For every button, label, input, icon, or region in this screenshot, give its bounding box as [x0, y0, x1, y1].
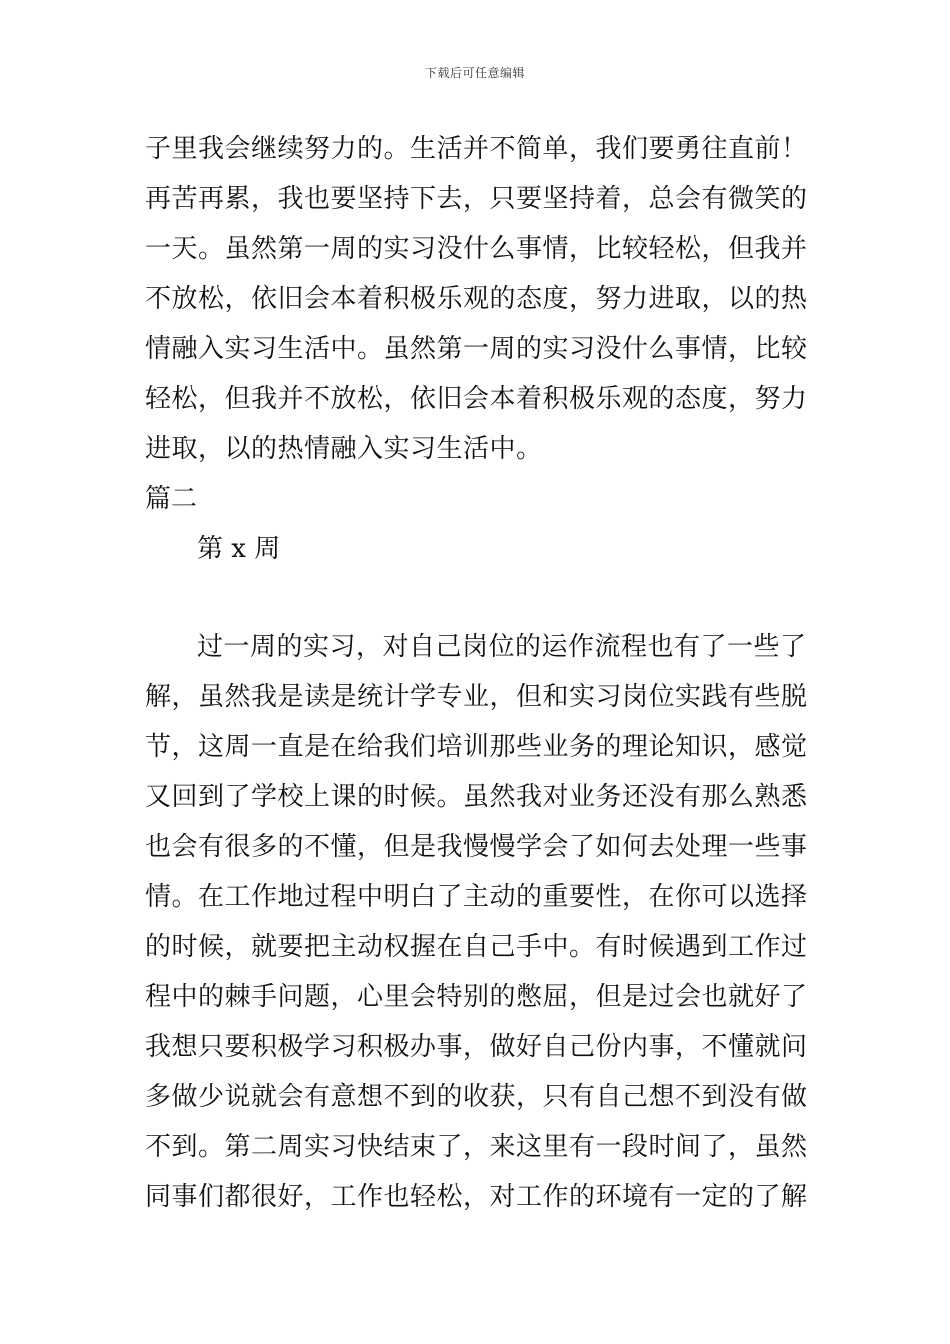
paragraph-line: 再苦再累，我也要坚持下去，只要坚持着，总会有微笑的 [145, 184, 808, 214]
page-header: 下载后可任意编辑 [424, 66, 525, 80]
paragraph-line: 情融入实习生活中。虽然第一周的实习没什么事情，比较 [145, 334, 808, 364]
paragraph-line: 不到。第二周实习快结束了，来这里有一段时间了，虽然 [145, 1132, 808, 1162]
paragraph-line: 多做少说就会有意想不到的收获，只有自己想不到没有做 [145, 1082, 808, 1112]
paragraph-line: 一天。虽然第一周的实习没什么事情，比较轻松，但我并 [145, 234, 808, 264]
paragraph-line: 过一周的实习，对自己岗位的运作流程也有了一些了 [197, 632, 807, 662]
paragraph-line: 情。在工作地过程中明白了主动的重要性，在你可以选择 [145, 882, 808, 912]
paragraph-line: 节，这周一直是在给我们培训那些业务的理论知识，感觉 [145, 732, 808, 762]
section-1-paragraph [145, 124, 815, 474]
paragraph-line: 也会有很多的不懂，但是我慢慢学会了如何去处理一些事 [145, 832, 808, 862]
section-title: 篇二 [145, 484, 198, 514]
paragraph-line: 子里我会继续努力的。生活并不简单，我们要勇往直前！ [145, 134, 808, 164]
section-2-paragraph [145, 622, 815, 1222]
week-title: 第 x 周 [197, 534, 281, 564]
paragraph-line: 解，虽然我是读是统计学专业，但和实习岗位实践有些脱 [145, 682, 808, 712]
paragraph-line: 程中的棘手问题，心里会特别的憋屈，但是过会也就好了 [145, 982, 808, 1012]
paragraph-line: 进取，以的热情融入实习生活中。 [145, 434, 543, 464]
paragraph-line: 我想只要积极学习积极办事，做好自己份内事，不懂就问 [145, 1032, 808, 1062]
paragraph-line: 同事们都很好，工作也轻松，对工作的环境有一定的了解 [145, 1182, 808, 1212]
paragraph-line: 的时候，就要把主动权握在自己手中。有时候遇到工作过 [145, 932, 808, 962]
paragraph-line: 轻松，但我并不放松，依旧会本着积极乐观的态度，努力 [145, 384, 808, 414]
paragraph-line: 又回到了学校上课的时候。虽然我对业务还没有那么熟悉 [145, 782, 808, 812]
paragraph-line: 不放松，依旧会本着积极乐观的态度，努力进取，以的热 [145, 284, 808, 314]
